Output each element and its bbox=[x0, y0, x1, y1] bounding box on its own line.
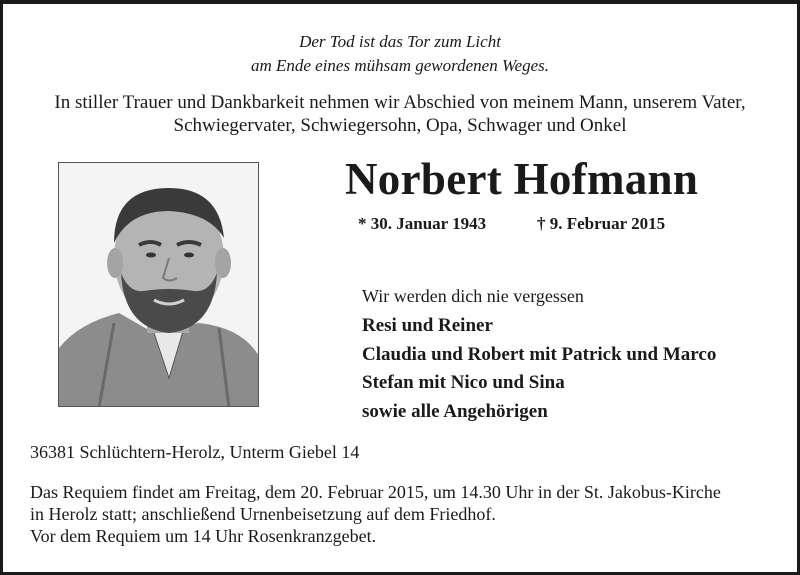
deceased-name: Norbert Hofmann bbox=[345, 154, 699, 204]
portrait-illustration bbox=[59, 163, 259, 407]
mourner-line: Stefan mit Nico und Sina bbox=[362, 372, 565, 393]
requiem-line-2: in Herolz statt; anschließend Urnenbeisetzung auf dem Friedhof. bbox=[30, 504, 496, 524]
motto-line-1: Der Tod ist das Tor zum Licht bbox=[299, 32, 501, 51]
intro-line-1: In stiller Trauer und Dankbarkeit nehmen wir Abschied von meinem Mann, unserem Vater, bbox=[54, 92, 746, 113]
requiem-line-3: Vor dem Requiem um 14 Uhr Rosenkranzgebet. bbox=[30, 526, 377, 546]
death-date: † 9. Februar 2015 bbox=[537, 214, 666, 233]
intro-line-2: Schwiegervater, Schwiegersohn, Opa, Schwager und Onkel bbox=[173, 115, 627, 136]
birth-date: * 30. Januar 1943 bbox=[358, 214, 487, 233]
requiem-line-1: Das Requiem findet am Freitag, dem 20. Februar 2015, um 14.30 Uhr in der St. Jakobus-Kirche bbox=[30, 482, 721, 502]
mourner-line: sowie alle Angehörigen bbox=[362, 401, 548, 422]
remember-line: Wir werden dich nie vergessen bbox=[362, 286, 584, 306]
motto-line-2: am Ende eines mühsam gewordenen Weges. bbox=[250, 56, 550, 75]
mourner-line: Claudia und Robert mit Patrick und Marco bbox=[362, 344, 717, 365]
mourner-line: Resi und Reiner bbox=[362, 315, 493, 336]
portrait-photo bbox=[58, 162, 259, 407]
address: 36381 Schlüchtern-Herolz, Unterm Giebel 14 bbox=[30, 442, 360, 462]
